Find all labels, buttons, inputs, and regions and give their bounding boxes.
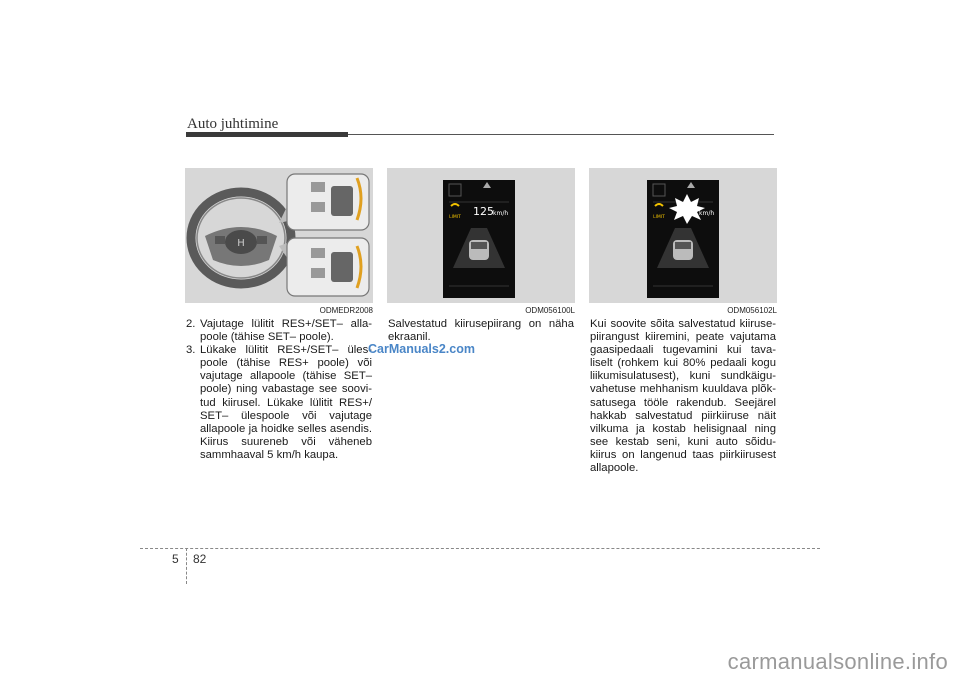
paragraph: Salvestatud kiirusepiirang on näha ekraanil. — [388, 318, 574, 344]
header-rule — [348, 134, 774, 135]
column-1-text — [186, 318, 372, 462]
limit-label: LIMIT — [449, 215, 461, 220]
figure-code: ODM056102L — [727, 306, 777, 315]
cluster-display-illustration — [387, 168, 575, 303]
list-item — [186, 318, 372, 344]
site-watermark: carmanualsonline.info — [727, 649, 948, 674]
figure-cluster-flash — [589, 168, 777, 303]
figure-code: ODMEDR2008 — [319, 306, 373, 315]
footer-rule — [140, 548, 820, 549]
footer-divider — [186, 548, 187, 584]
speed-unit: km/h — [493, 210, 509, 217]
list-item — [186, 344, 372, 462]
column-2-text — [388, 318, 574, 344]
list-number: 3. — [186, 344, 196, 357]
list-text: Lükake lülitit RES+/SET– üles-poole (tähise RES+ poole) või vajutage allapoole (tähise SET– poole) ning vabastage see soovi-tud kiirusel. Lükake lülitit RES+/ SET– ülespoole või vajutage allapoole ja hoidke selles asendis. Kiirus suureneb või väheneb sammhaaval 5 km/h kaupa. — [200, 344, 372, 461]
chapter-number: 5 — [172, 552, 179, 566]
figure-cluster-display — [387, 168, 575, 303]
paragraph: Kui soovite sõita salvestatud kiiruse-piirangust kiiremini, peate vajutama gaasipedaali tugevamini kui tava-liselt (rohkem kui 80% pedaali kogu liikumisulatusest), kuni sundkäigu-vahetuse mehhanism kuuldava plõk-satusega tööle rakendub. Seejärel hakkab salvestatud piirkiiruse näit vilkuma ja kostab helisignaal ning see kestab seni, kuni auto sõidu-kiirus on langenud taas piirkiirusest allapoole. — [590, 318, 776, 475]
figure-steering-wheel — [185, 168, 373, 303]
figure-code: ODM056100L — [525, 306, 575, 315]
header-bar — [186, 132, 348, 137]
limit-label: LIMIT — [653, 215, 665, 220]
speed-value: 125 — [473, 205, 494, 218]
page-number: 82 — [193, 552, 207, 566]
watermark: CarManuals2.com — [368, 342, 475, 356]
list-number: 2. — [186, 318, 196, 330]
steering-wheel-illustration — [185, 168, 373, 303]
svg-text:H: H — [237, 238, 245, 249]
section-title: Auto juhtimine — [187, 116, 279, 132]
column-3-text — [590, 318, 776, 475]
cluster-flash-illustration — [589, 168, 777, 303]
speed-unit: km/h — [699, 210, 715, 217]
list-text: Vajutage lülitit RES+/SET– alla-poole (tähise SET– poole). — [200, 318, 372, 344]
